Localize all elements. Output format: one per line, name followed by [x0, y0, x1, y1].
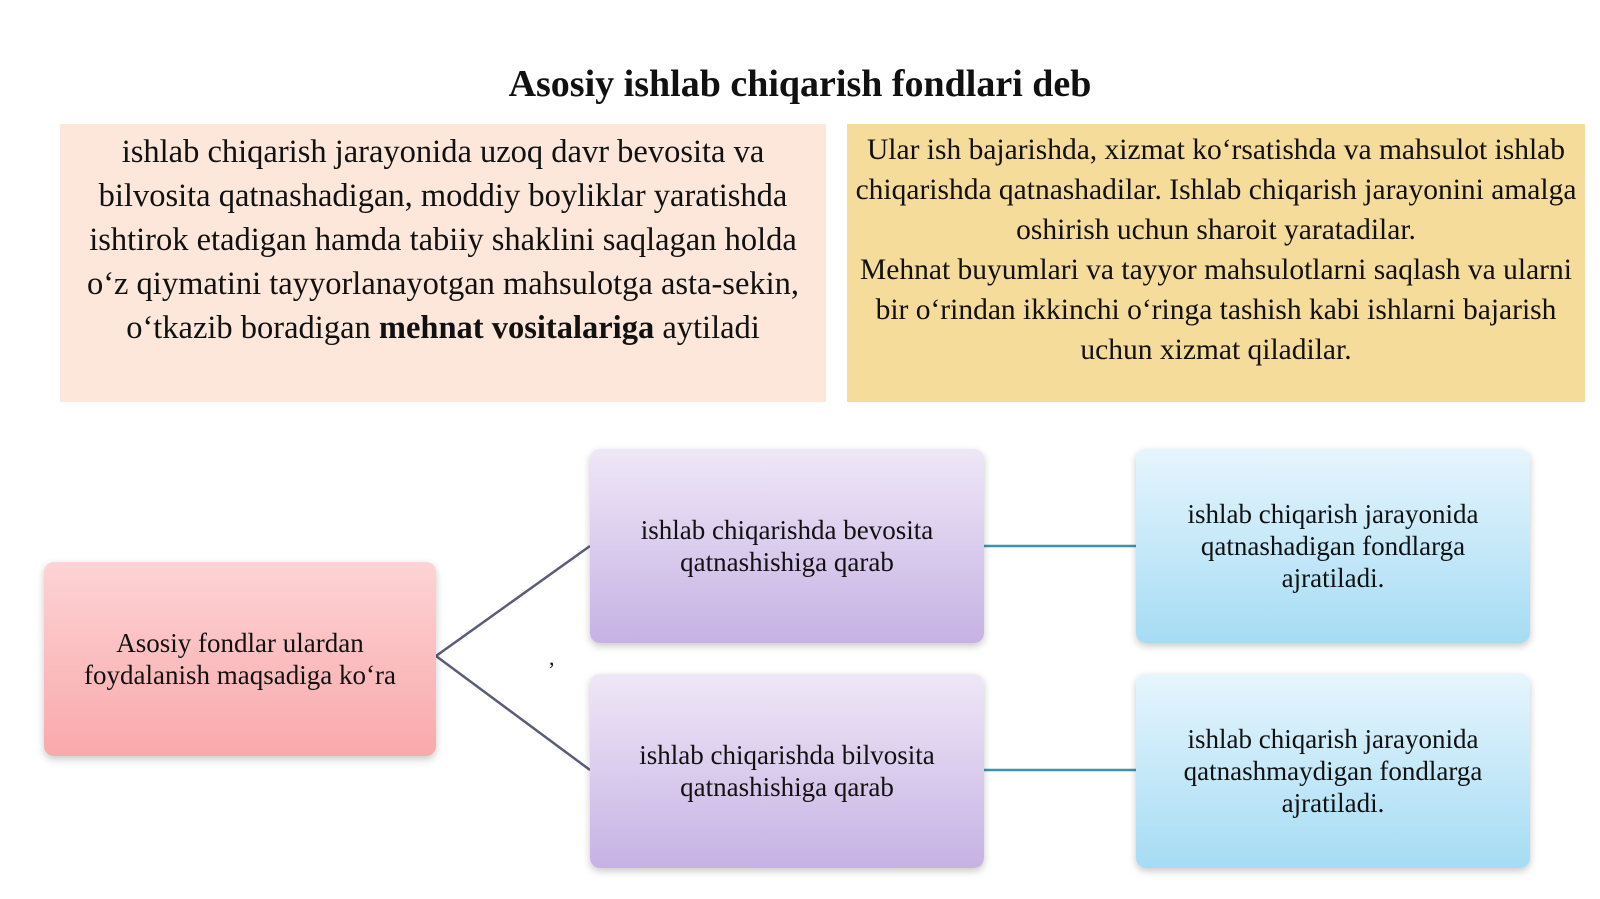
connector-root-to-criterion-1 [436, 546, 590, 656]
definition-text: ishlab chiqarish jarayonida uzoq davr bevosita va bilvosita qatnashadigan, moddiy boyliklar yaratishda ishtirok etadigan hamda tabiiy shaklini saqlagan holda o‘z qiymatini tayyorlanayotgan mahsulotga asta-sekin, o‘tkazib boradigan [86, 134, 800, 346]
connector-root-to-criterion-2 [436, 656, 590, 770]
result-node-non-participating-label: ishlab chiqarish jarayonida qatnashmaydigan fondlarga ajratiladi. [1183, 724, 1483, 818]
slide-title: Asosiy ishlab chiqarish fondlari deb [508, 63, 1092, 105]
criterion-node-direct [590, 449, 984, 643]
result-node-non-participating [1136, 674, 1530, 868]
root-node [44, 562, 436, 756]
definition-ending: aytiladi [662, 310, 760, 346]
result-node-participating [1136, 449, 1530, 643]
criterion-node-indirect [590, 674, 984, 868]
result-node-participating-label: ishlab chiqarish jarayonida qatnashadigan fondlarga ajratiladi. [1187, 499, 1479, 593]
explanation-paragraph-2: Mehnat buyumlari va tayyor mahsulotlarni saqlash va ularni bir o‘rindan ikkinchi o‘ringa tashish kabi ishlarni bajarish uchun xizmat qiladilar. [860, 254, 1572, 366]
criterion-node-indirect-label: ishlab chiqarishda bilvosita qatnashishiga qarab [639, 740, 935, 802]
criterion-node-direct-label: ishlab chiqarishda bevosita qatnashishiga qarab [640, 515, 934, 577]
explanation-paragraph-1: Ular ish bajarishda, xizmat ko‘rsatishda va mahsulot ishlab chiqarishda qatnashadilar. Ishlab chiqarish jarayonini amalga oshirish uchun sharoit yaratadilar. [855, 134, 1577, 246]
definition-bold-term: mehnat vositalariga [378, 310, 655, 346]
stray-comma-mark: , [549, 645, 555, 670]
root-node-label: Asosiy fondlar ulardan foydalanish maqsadiga ko‘ra [84, 628, 396, 690]
